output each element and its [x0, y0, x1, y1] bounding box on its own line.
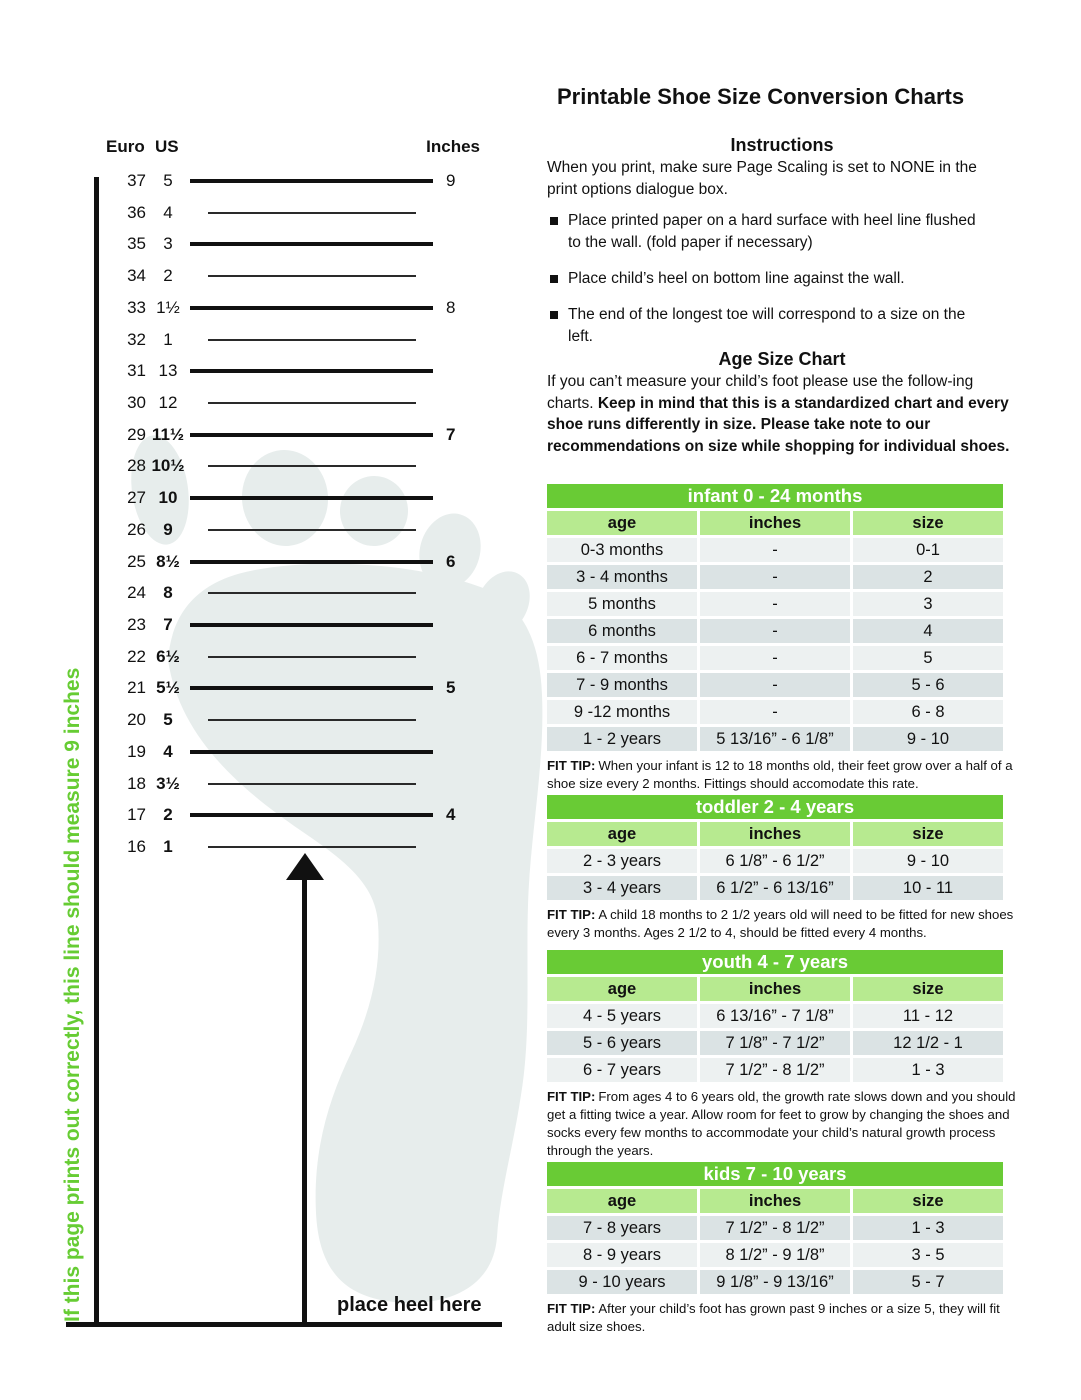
table-cell: - [700, 619, 850, 643]
ruler-row [0, 422, 520, 448]
tick-line [208, 719, 416, 721]
euro-size-label: 34 [127, 266, 146, 286]
instruction-bullet: Place printed paper on a hard surface with heel line flushed to the wall. (fold paper if necessary) [547, 210, 992, 254]
ruler-row [0, 453, 520, 479]
table-cell: 3 - 4 months [547, 565, 697, 589]
table-row [547, 1243, 1003, 1267]
us-size-label: 5 [163, 171, 173, 190]
table-row [547, 700, 1003, 724]
tick-line [190, 813, 433, 817]
table-row [547, 876, 1003, 900]
age-size-chart-heading: Age Size Chart [718, 349, 846, 369]
table-cell: 7 1/2” - 8 1/2” [700, 1058, 850, 1082]
inch-label: 5 [446, 678, 456, 698]
euro-size-label: 35 [127, 234, 146, 254]
column-header: age [547, 977, 697, 1001]
content-column [547, 0, 1017, 1400]
tick-line [190, 369, 433, 373]
euro-size-label: 27 [127, 488, 146, 508]
us-size-label: 3 [163, 234, 173, 254]
table-cell: 6 - 7 months [547, 646, 697, 670]
table-cell: 9 - 10 [853, 727, 1003, 751]
table-cell: 7 1/2” - 8 1/2” [700, 1216, 850, 1240]
table-cell: 6 1/2” - 6 13/16” [700, 876, 850, 900]
table-cell: 6 - 7 years [547, 1058, 697, 1082]
euro-size-label: 26 [127, 519, 146, 539]
table-cell: 9 1/8” - 9 13/16” [700, 1270, 850, 1294]
fit-tip-text: After your child’s foot has grown past 9 inches or a size 5, they will fit adult size shoes. [547, 1301, 1000, 1334]
table-cell: 11 - 12 [853, 1004, 1003, 1028]
table-cell: 6 1/8” - 6 1/2” [700, 849, 850, 873]
table-cell: - [700, 592, 850, 616]
tick-line [190, 686, 433, 690]
calibration-note: If this page prints out correctly, this line should measure 9 inches [61, 667, 84, 1322]
column-header: inches [700, 977, 850, 1001]
table-cell: 6 months [547, 619, 697, 643]
us-size-label: 1 [163, 836, 173, 856]
tick-line [208, 783, 416, 785]
column-header: size [853, 1189, 1003, 1213]
table-cell: 0-3 months [547, 538, 697, 562]
ruler-row [0, 231, 520, 257]
inches-column-header: Inches [426, 137, 480, 156]
fit-tip-label: FIT TIP: [547, 1301, 596, 1316]
fit-tip-label: FIT TIP: [547, 758, 596, 773]
table-cell: - [700, 700, 850, 724]
fit-tip-text: From ages 4 to 6 years old, the growth rate slows down and you should get a fitting twice a year. Allow room for feet to grow by changing the shoes and socks every few months to accommodate your child’s natural growth process through the years. [547, 1089, 1016, 1158]
table-cell: 0-1 [853, 538, 1003, 562]
table-cell: - [700, 565, 850, 589]
table-cell: - [700, 673, 850, 697]
table-row [547, 849, 1003, 873]
table-row [547, 673, 1003, 697]
fit-tip [547, 757, 1025, 793]
ruler-row [0, 295, 520, 321]
column-header: inches [700, 1189, 850, 1213]
tick-line [190, 242, 433, 246]
table-cell: 3 - 4 years [547, 876, 697, 900]
heel-label: place heel here [337, 1294, 482, 1316]
tick-line [208, 465, 416, 467]
tick-line [190, 750, 433, 754]
us-size-label: 7 [163, 614, 173, 634]
euro-column-header: Euro [106, 137, 145, 156]
tick-line [208, 656, 416, 658]
euro-size-label: 18 [127, 773, 146, 793]
ruler-row [0, 263, 520, 289]
instructions-intro: When you print, make sure Page Scaling is set to NONE in the print options dialogue box. [547, 159, 977, 198]
table-cell: 6 13/16” - 7 1/8” [700, 1004, 850, 1028]
table-cell: 12 1/2 - 1 [853, 1031, 1003, 1055]
inch-label: 6 [446, 551, 456, 571]
instructions-heading: Instructions [730, 135, 834, 155]
table-cell: 5 [853, 646, 1003, 670]
page-title: Printable Shoe Size Conversion Charts [557, 84, 965, 109]
table-cell: 5 - 7 [853, 1270, 1003, 1294]
table-title-band: kids 7 - 10 years [547, 1162, 1003, 1186]
ruler-row [0, 200, 520, 226]
age-intro-emphasis: Keep in mind that this is a standardized chart and every shoe runs differently in size. Please take note to our recommendations on size while shopping for individual shoes. [547, 394, 1010, 455]
us-size-label: 10 [158, 488, 178, 508]
table-title-band: toddler 2 - 4 years [547, 795, 1003, 819]
ruler-row [0, 327, 520, 353]
column-header: age [547, 511, 697, 535]
euro-size-label: 33 [127, 297, 146, 317]
size-table-infant [547, 484, 1013, 806]
tick-line [190, 623, 433, 627]
table-row [547, 592, 1003, 616]
inch-label: 9 [446, 171, 456, 190]
table-cell: 2 - 3 years [547, 849, 697, 873]
age-size-chart-intro [547, 371, 1017, 457]
ruler-row [0, 168, 520, 194]
euro-size-label: 30 [127, 393, 146, 412]
table-cell: 7 - 9 months [547, 673, 697, 697]
euro-size-label: 28 [127, 456, 146, 476]
ruler-row [0, 485, 520, 511]
us-size-label: 2 [163, 805, 173, 825]
euro-size-label: 19 [127, 741, 146, 761]
measure-arrow-head-icon [286, 853, 324, 880]
tick-line [190, 496, 433, 500]
fit-tip-text: A child 18 months to 2 1/2 years old will need to be fitted for new shoes every 3 months. Ages 2 1/2 to 4, should be fitted every 4 months. [547, 907, 1014, 940]
table-row [547, 1058, 1003, 1082]
us-size-label: 12 [158, 393, 178, 412]
table-cell: 9 -12 months [547, 700, 697, 724]
tick-line [208, 212, 416, 214]
us-size-label: 5½ [156, 678, 180, 698]
ruler-row [0, 517, 520, 543]
table-header-row [547, 1189, 1003, 1213]
us-size-label: 10½ [151, 456, 185, 476]
fit-tip [547, 1300, 1025, 1336]
table-row [547, 619, 1003, 643]
table-row [547, 1004, 1003, 1028]
table-cell: 8 - 9 years [547, 1243, 697, 1267]
table-cell: 3 [853, 592, 1003, 616]
table-cell: - [700, 646, 850, 670]
table-cell: 9 - 10 [853, 849, 1003, 873]
table-title-band: infant 0 - 24 months [547, 484, 1003, 508]
table-row [547, 727, 1003, 751]
us-size-label: 11½ [151, 424, 185, 444]
instruction-bullet: The end of the longest toe will correspond to a size on the left. [547, 304, 992, 348]
size-ruler [0, 0, 540, 1400]
tick-line [190, 433, 433, 437]
column-header: size [853, 511, 1003, 535]
heel-line [66, 1322, 502, 1327]
table-row [547, 1216, 1003, 1240]
table-cell: 4 [853, 619, 1003, 643]
table-cell: 1 - 3 [853, 1216, 1003, 1240]
fit-tip-text: When your infant is 12 to 18 months old, their feet grow over a half of a shoe size every 2 months. Fittings should accomodate this rate. [547, 758, 1013, 791]
ruler-row [0, 390, 520, 416]
euro-size-label: 24 [127, 583, 146, 603]
table-cell: 2 [853, 565, 1003, 589]
tick-line [208, 339, 416, 341]
inch-label: 8 [446, 297, 456, 317]
tick-line [190, 560, 433, 564]
fit-tip-label: FIT TIP: [547, 907, 596, 922]
euro-size-label: 20 [127, 710, 146, 730]
age-intro-normal: If you can’t measure your child’s foot please use the follow-ing charts. [547, 373, 974, 412]
fit-tip-label: FIT TIP: [547, 1089, 596, 1104]
euro-size-label: 23 [127, 614, 146, 634]
table-row [547, 1031, 1003, 1055]
ruler-row [0, 358, 520, 384]
table-cell: 1 - 2 years [547, 727, 697, 751]
size-table-kids [547, 1162, 1003, 1349]
us-size-label: 1 [163, 329, 173, 349]
column-header: size [853, 822, 1003, 846]
column-header: age [547, 822, 697, 846]
table-row [547, 565, 1003, 589]
tick-line [190, 306, 433, 310]
us-size-label: 6½ [156, 646, 180, 666]
table-header-row [547, 977, 1003, 1001]
us-size-label: 4 [163, 202, 173, 222]
instruction-list [547, 210, 992, 362]
tick-line [208, 275, 416, 277]
table-cell: 5 13/16” - 6 1/8” [700, 727, 850, 751]
euro-size-label: 29 [127, 424, 146, 444]
table-row [547, 646, 1003, 670]
size-table-toddler [547, 795, 1014, 955]
euro-size-label: 36 [127, 202, 146, 222]
euro-size-label: 32 [127, 329, 146, 349]
us-size-label: 8½ [156, 551, 180, 571]
euro-size-label: 22 [127, 646, 146, 666]
euro-size-label: 37 [127, 171, 146, 190]
measure-arrow-shaft [302, 876, 307, 1322]
tick-line [208, 592, 416, 594]
table-cell: 5 months [547, 592, 697, 616]
column-header: size [853, 977, 1003, 1001]
us-size-label: 2 [163, 266, 173, 286]
inch-label: 4 [446, 805, 456, 825]
tick-line [190, 179, 433, 183]
table-cell: - [700, 538, 850, 562]
table-cell: 7 - 8 years [547, 1216, 697, 1240]
fit-tip [547, 906, 1025, 942]
table-header-row [547, 511, 1003, 535]
tick-line [208, 402, 416, 404]
table-cell: 1 - 3 [853, 1058, 1003, 1082]
instruction-bullet: Place child’s heel on bottom line against the wall. [547, 268, 992, 290]
table-cell: 9 - 10 years [547, 1270, 697, 1294]
us-size-label: 13 [158, 361, 178, 381]
table-cell: 10 - 11 [853, 876, 1003, 900]
table-cell: 3 - 5 [853, 1243, 1003, 1267]
size-table-youth [547, 950, 1016, 1173]
us-size-label: 8 [163, 583, 173, 603]
euro-size-label: 16 [127, 836, 146, 856]
column-header: inches [700, 822, 850, 846]
table-cell: 5 - 6 years [547, 1031, 697, 1055]
column-header: inches [700, 511, 850, 535]
euro-size-label: 25 [127, 551, 146, 571]
table-cell: 7 1/8” - 7 1/2” [700, 1031, 850, 1055]
table-cell: 4 - 5 years [547, 1004, 697, 1028]
table-cell: 5 - 6 [853, 673, 1003, 697]
us-size-label: 4 [163, 741, 173, 761]
tick-line [208, 529, 416, 531]
euro-size-label: 17 [127, 805, 146, 825]
us-size-label: 3½ [156, 773, 180, 793]
us-size-label: 1½ [156, 297, 180, 317]
us-size-label: 5 [163, 710, 173, 730]
table-row [547, 538, 1003, 562]
euro-size-label: 21 [127, 678, 146, 698]
table-cell: 6 - 8 [853, 700, 1003, 724]
table-row [547, 1270, 1003, 1294]
us-size-label: 9 [163, 519, 173, 539]
table-title-band: youth 4 - 7 years [547, 950, 1003, 974]
tick-line [208, 846, 416, 848]
inch-label: 7 [446, 424, 456, 444]
us-column-header: US [155, 137, 179, 156]
column-header: age [547, 1189, 697, 1213]
table-header-row [547, 822, 1003, 846]
fit-tip [547, 1088, 1025, 1160]
euro-size-label: 31 [127, 361, 146, 381]
table-cell: 8 1/2” - 9 1/8” [700, 1243, 850, 1267]
